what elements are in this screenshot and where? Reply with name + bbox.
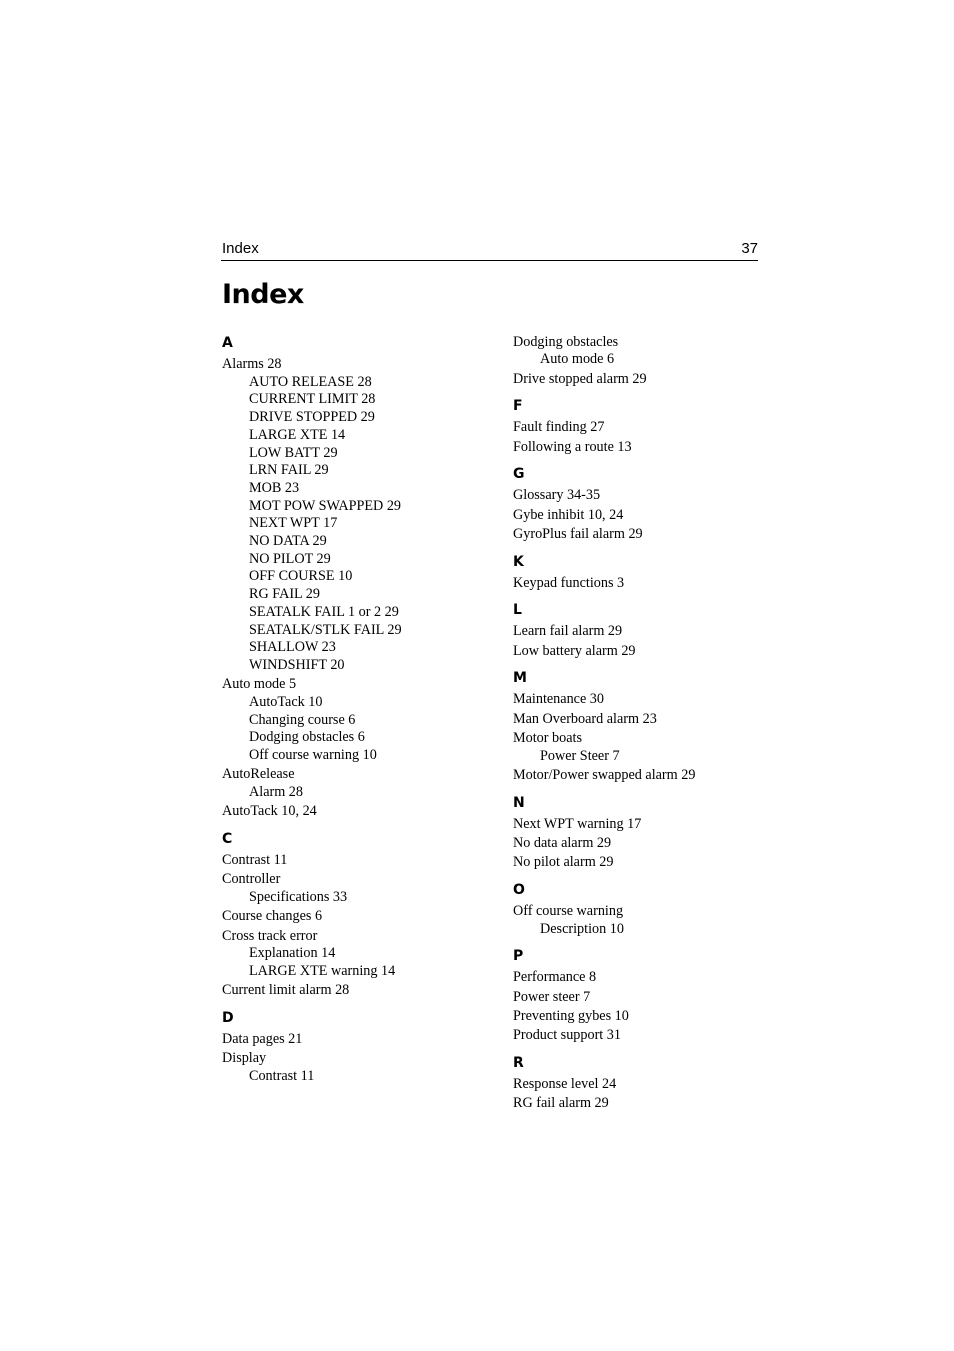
index-entry: Response level 24 <box>513 1075 617 1092</box>
index-entry: Following a route 13 <box>513 438 632 455</box>
index-entry: Glossary 34-35 <box>513 487 601 504</box>
index-entry: Off course warning <box>513 902 624 919</box>
index-entry: AutoTack 10, 24 <box>222 803 317 820</box>
index-entry: Contrast 11 <box>222 852 288 869</box>
index-subentry: Auto mode 6 <box>540 351 615 368</box>
index-entry: Dodging obstacles <box>513 333 619 350</box>
index-letter-heading: P <box>513 948 524 965</box>
index-entry: Drive stopped alarm 29 <box>513 370 647 387</box>
index-entry: Keypad functions 3 <box>513 574 625 591</box>
index-entry: Preventing gybes 10 <box>513 1007 629 1024</box>
index-subentry: SHALLOW 23 <box>249 639 336 656</box>
index-letter-heading: O <box>513 881 525 898</box>
index-entry: Course changes 6 <box>222 908 323 925</box>
index-entry: Motor/Power swapped alarm 29 <box>513 766 696 783</box>
index-entry: Performance 8 <box>513 969 597 986</box>
index-entry: Maintenance 30 <box>513 691 604 708</box>
index-subentry: MOB 23 <box>249 479 300 496</box>
header-section-label: Index <box>222 240 259 257</box>
index-entry: Motor boats <box>513 729 582 746</box>
index-entry: Product support 31 <box>513 1027 621 1044</box>
index-column-right <box>513 332 798 1113</box>
index-subentry: Contrast 11 <box>249 1068 315 1085</box>
page-number: 37 <box>741 240 758 257</box>
index-subentry: NEXT WPT 17 <box>249 515 338 532</box>
index-subentry: Specifications 33 <box>249 889 348 906</box>
index-entry: Controller <box>222 871 281 888</box>
index-subentry: Changing course 6 <box>249 711 356 728</box>
index-subentry: MOT POW SWAPPED 29 <box>249 497 402 514</box>
index-letter-heading: N <box>513 794 525 811</box>
index-entry: Data pages 21 <box>222 1031 303 1048</box>
index-subentry: LRN FAIL 29 <box>249 462 329 479</box>
index-entry: Learn fail alarm 29 <box>513 623 623 640</box>
index-subentry: NO DATA 29 <box>249 533 327 550</box>
index-subentry: RG FAIL 29 <box>249 586 320 603</box>
index-entry: AutoRelease <box>222 766 295 783</box>
index-letter-heading: L <box>513 602 522 619</box>
index-entry: Man Overboard alarm 23 <box>513 710 657 727</box>
index-entry: Cross track error <box>222 927 318 944</box>
index-entry: Power steer 7 <box>513 988 591 1005</box>
index-subentry: WINDSHIFT 20 <box>249 656 345 673</box>
index-subentry: Explanation 14 <box>249 945 336 962</box>
index-letter-heading: K <box>513 553 524 570</box>
index-entry: Gybe inhibit 10, 24 <box>513 506 624 523</box>
running-header <box>221 238 758 261</box>
index-letter-heading: M <box>513 670 527 687</box>
index-subentry: OFF COURSE 10 <box>249 568 353 585</box>
index-subentry: CURRENT LIMIT 28 <box>249 391 376 408</box>
index-letter-heading: F <box>513 398 523 415</box>
index-subentry: LOW BATT 29 <box>249 444 338 461</box>
index-column-left <box>222 332 507 1086</box>
index-entry: Current limit alarm 28 <box>222 982 350 999</box>
index-subentry: SEATALK/STLK FAIL 29 <box>249 621 402 638</box>
index-subentry: Power Steer 7 <box>540 747 620 764</box>
index-subentry: SEATALK FAIL 1 or 2 29 <box>249 603 399 620</box>
index-entry: Auto mode 5 <box>222 676 297 693</box>
index-subentry: LARGE XTE warning 14 <box>249 963 396 980</box>
index-entry: RG fail alarm 29 <box>513 1095 609 1112</box>
index-entry: No pilot alarm 29 <box>513 854 614 871</box>
index-subentry: NO PILOT 29 <box>249 550 331 567</box>
index-entry: Next WPT warning 17 <box>513 815 642 832</box>
index-subentry: AutoTack 10 <box>249 693 323 710</box>
index-entry: GyroPlus fail alarm 29 <box>513 525 643 542</box>
index-entry: Low battery alarm 29 <box>513 642 636 659</box>
index-letter-heading: G <box>513 466 525 483</box>
index-letter-heading: C <box>222 831 233 848</box>
index-subentry: DRIVE STOPPED 29 <box>249 409 375 426</box>
index-entry: No data alarm 29 <box>513 834 612 851</box>
index-subentry: AUTO RELEASE 28 <box>249 373 372 390</box>
index-entry: Fault finding 27 <box>513 419 605 436</box>
index-letter-heading: D <box>222 1010 234 1027</box>
index-subentry: Alarm 28 <box>249 784 303 801</box>
index-letter-heading: R <box>513 1054 524 1071</box>
index-entry: Alarms 28 <box>222 356 282 372</box>
index-subentry: Dodging obstacles 6 <box>249 729 365 746</box>
index-subentry: Off course warning 10 <box>249 747 377 764</box>
index-letter-heading: A <box>222 335 233 351</box>
index-entry: Display <box>222 1050 267 1067</box>
page-title: Index <box>222 279 304 310</box>
index-subentry: Description 10 <box>540 920 624 937</box>
index-subentry: LARGE XTE 14 <box>249 426 346 443</box>
